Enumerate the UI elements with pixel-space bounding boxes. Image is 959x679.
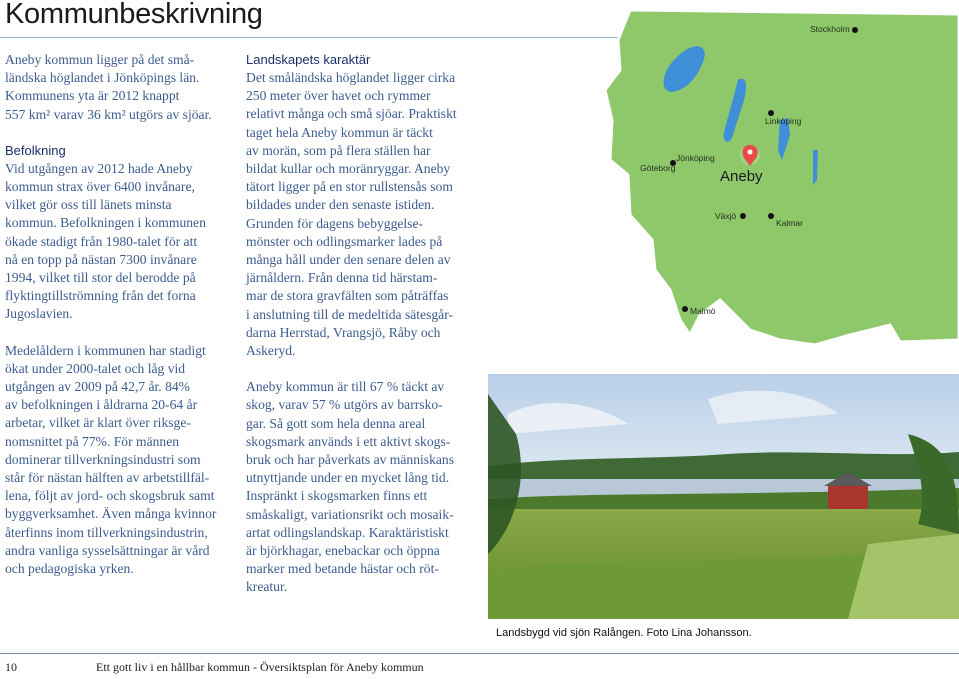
page-number: 10 <box>5 660 17 674</box>
city-dot-stockholm <box>852 27 858 33</box>
befolkning-paragraph-2: Medelåldern i kommunen har stadigt ökat under 2000-talet och låg vid utgången av 2009 på 42,7 år. 84% av befolkningen i åldrarna 20-64 år arbetar, vilket är klart över riksge- nomsnittet på 77%. För männen dominerar tillverkningsindustri som står för nästan hälften av arbetstillfäl- lena, följt av jord- och skogsbruk samt byggverksamhet. Även många kvinnor återfinns inom tillverkningsindustrin, andra vanliga sysselsättningar är vård och pedagogiska yrken. <box>5 342 217 577</box>
footer-text: Ett gott liv i en hållbar kommun - Översiktsplan för Aneby kommun <box>96 660 424 674</box>
map-label-aneby: Aneby <box>720 168 763 185</box>
city-dot-kalmar <box>768 213 774 219</box>
photo-caption: Landsbygd vid sjön Ralången. Foto Lina Johansson. <box>496 627 752 639</box>
map-label-stockholm: Stockholm <box>810 24 850 34</box>
barn <box>828 484 868 510</box>
section-heading-befolkning: Befolkning <box>5 142 66 158</box>
photo-graphic <box>488 374 959 619</box>
map-label-malmo: Malmö <box>690 306 716 316</box>
landskap-paragraph-1: Det småländska höglandet ligger cirka 250 meter över havet och rymmer relativt många och små sjöar. Praktiskt taget hela Aneby kommun är täckt av morän, som på flera ställen har bildat kullar och moränryggar. Aneby tätort ligger på en stor rullstensås som bildades under den senaste istiden. Grunden för dagens bebyggelse- mönster och odlingsmarker lades på många håll under den senare delen av järnåldern. Från denna tid härstam- mar de stora gravfälten som påträffas i anslutning till de medeltida sätesgår- darna Herrstad, Vrangsjö, Råby och Askeryd. <box>246 70 457 359</box>
map-label-vaxjo: Växjö <box>715 211 737 221</box>
map-label-jonkoping: Jönköping <box>676 153 715 163</box>
landskap-paragraph-2: Aneby kommun är till 67 % täckt av skog, varav 57 % utgörs av barrsko- gar. Så gott som hela denna areal skogsmark används i ett aktivt skogs- bruk och har påverkats av människans utnyttjande under en mycket lång tid. Inspränkt i skogsmarken finns ett småskaligt, variationsrikt och mosaik- artat odlingslandskap. Karaktäristiskt är björkhagar, enebackar och öppna marker med betande hästar och röt- kreatur. <box>246 379 454 595</box>
page-title: Kommunbeskrivning <box>5 0 263 30</box>
map-label-kalmar: Kalmar <box>776 218 803 228</box>
map-graphic <box>600 0 959 365</box>
footer-divider <box>0 653 959 654</box>
text-column-1 <box>5 51 235 578</box>
land-area <box>605 10 959 345</box>
text-column-2 <box>246 51 476 597</box>
map-label-linkoping: Linköping <box>765 116 802 126</box>
map-label-goteborg: Göteborg <box>640 163 676 173</box>
sweden-region-map <box>600 0 959 365</box>
city-dot-vaxjo <box>740 213 746 219</box>
intro-paragraph: Aneby kommun ligger på det små- ländska höglandet i Jönköpings län. Kommunens yta är 2012 knappt 557 km² varav 36 km² utgörs av sjöar. <box>5 52 212 122</box>
section-heading-landskap: Landskapets karaktär <box>246 52 371 67</box>
befolkning-paragraph-1: Vid utgången av 2012 hade Aneby kommun strax över 6400 invånare, vilket gör oss till länets minsta kommun. Befolkningen i kommunen ökade stadigt från 1980-talet för att nå en topp på nästan 7300 invånare 1994, vilket till stor del berodde på flyktingtillströmning från det forna Jugoslavien. <box>5 160 206 322</box>
landscape-photo <box>488 374 959 619</box>
city-dot-malmo <box>682 306 688 312</box>
